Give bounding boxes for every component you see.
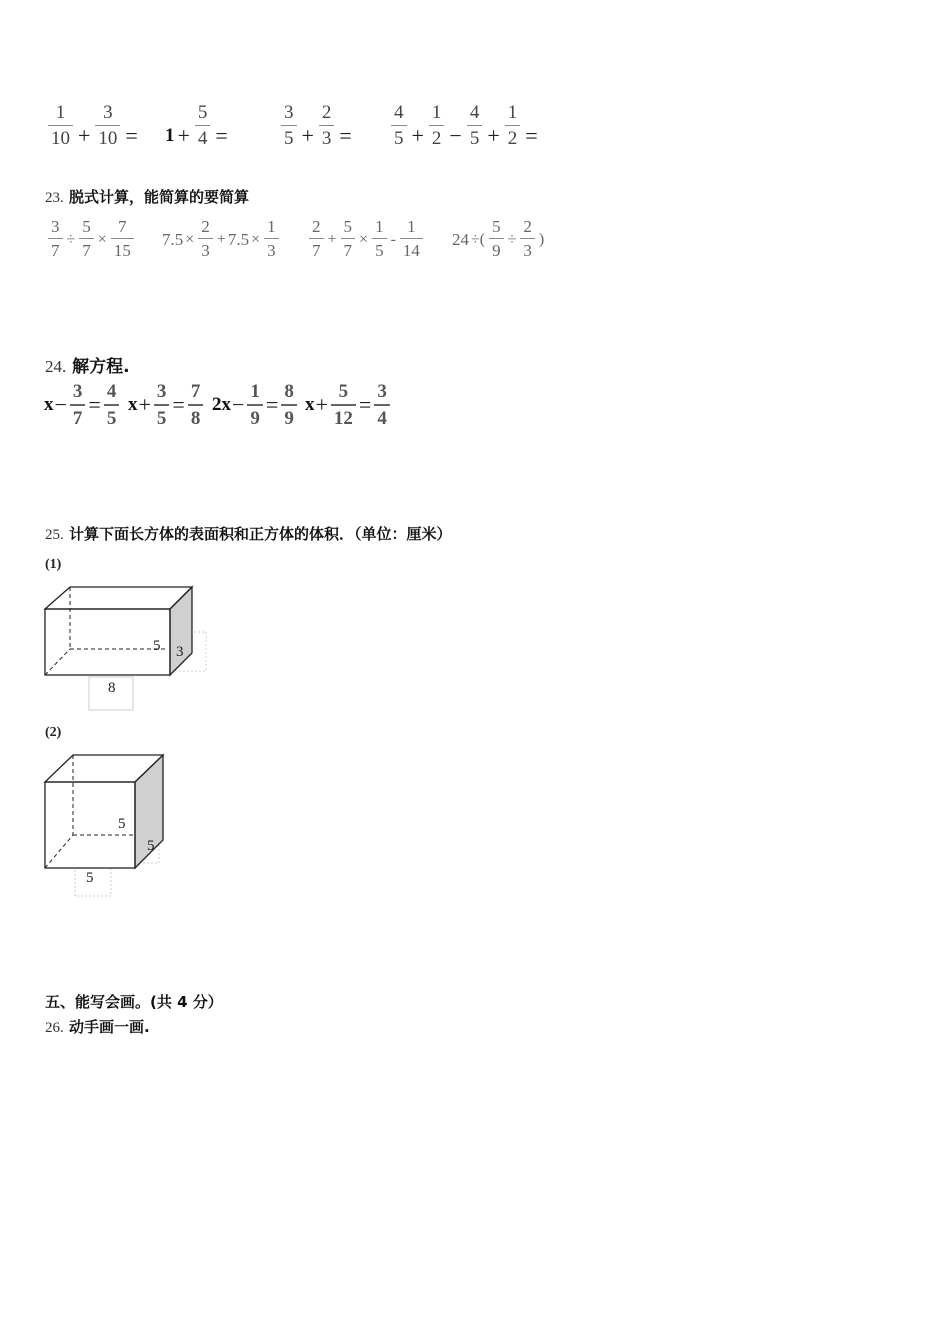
dimension-height: 5 bbox=[118, 816, 126, 832]
figure1-label: (1) bbox=[45, 557, 62, 572]
denominator: 15 bbox=[111, 238, 134, 259]
numerator: 1 bbox=[431, 101, 442, 123]
denominator: 5 bbox=[281, 125, 297, 148]
operator: + bbox=[177, 123, 190, 148]
term: 1 bbox=[165, 125, 175, 146]
question-number: 23. bbox=[45, 190, 64, 206]
operator: + bbox=[315, 392, 328, 417]
operator: ÷( bbox=[471, 230, 486, 248]
numerator: 1 bbox=[507, 101, 518, 123]
denominator: 4 bbox=[195, 125, 211, 148]
term: 2x bbox=[212, 394, 231, 415]
operator: = bbox=[88, 392, 101, 417]
question-title: 解方程. bbox=[72, 357, 130, 377]
denominator: 3 bbox=[520, 238, 535, 259]
operator: × bbox=[359, 230, 369, 248]
denominator: 5 bbox=[467, 125, 483, 148]
q26-heading bbox=[45, 1016, 150, 1037]
numerator: 8 bbox=[284, 381, 294, 402]
denominator: 3 bbox=[264, 238, 279, 259]
cube-2 bbox=[45, 755, 163, 896]
denominator: 8 bbox=[188, 404, 204, 428]
denominator: 9 bbox=[247, 404, 263, 428]
operator: = bbox=[358, 392, 372, 417]
numerator: 5 bbox=[197, 101, 208, 123]
operator: = bbox=[172, 392, 185, 417]
operator: + bbox=[411, 123, 424, 148]
denominator: 7 bbox=[70, 404, 86, 428]
operator: − bbox=[232, 392, 245, 417]
denominator: 7 bbox=[309, 238, 324, 259]
numerator: 3 bbox=[72, 381, 83, 402]
term: x bbox=[44, 394, 54, 415]
denominator: 2 bbox=[505, 125, 521, 148]
operator: - bbox=[390, 230, 396, 248]
numerator: 2 bbox=[321, 101, 332, 123]
term: x bbox=[128, 394, 138, 415]
operator: + bbox=[78, 123, 91, 148]
operator: + bbox=[301, 123, 314, 148]
dimension-height: 5 bbox=[153, 638, 161, 654]
numerator: 1 bbox=[55, 101, 66, 123]
denominator: 14 bbox=[400, 238, 423, 259]
operator: × bbox=[251, 230, 261, 248]
numerator: 1 bbox=[250, 381, 260, 402]
numerator: 3 bbox=[156, 381, 167, 402]
figure2-label: (2) bbox=[45, 725, 62, 740]
numerator: 2 bbox=[312, 217, 321, 236]
numerator: 2 bbox=[523, 217, 532, 236]
term: 7.5 bbox=[162, 229, 184, 249]
operator: + bbox=[327, 230, 337, 248]
term: x bbox=[305, 394, 315, 415]
denominator: 12 bbox=[331, 404, 356, 428]
numerator: 3 bbox=[51, 217, 60, 236]
denominator: 3 bbox=[198, 238, 213, 259]
numerator: 5 bbox=[82, 217, 91, 236]
question-number: 24. bbox=[45, 357, 67, 376]
denominator: 3 bbox=[319, 125, 335, 148]
numerator: 4 bbox=[394, 101, 404, 123]
denominator: 7 bbox=[79, 238, 94, 259]
operator: ÷ bbox=[66, 230, 76, 248]
numerator: 5 bbox=[492, 217, 501, 236]
section5-heading: 五、能写会画。(共 4 分） bbox=[45, 993, 223, 1011]
numerator: 4 bbox=[469, 101, 480, 123]
numerator: 4 bbox=[106, 381, 117, 402]
numerator: 3 bbox=[103, 101, 113, 123]
dimension-length: 5 bbox=[86, 870, 94, 886]
denominator: 9 bbox=[281, 404, 297, 428]
operator: = bbox=[265, 392, 279, 417]
denominator: 4 bbox=[374, 404, 390, 428]
question-title: 计算下面长方体的表面积和正方体的体积．（单位：厘米） bbox=[68, 525, 452, 543]
operator: − bbox=[54, 392, 67, 417]
denominator: 5 bbox=[154, 404, 170, 428]
cuboid-1 bbox=[45, 587, 206, 710]
numerator: 1 bbox=[407, 217, 416, 236]
operator: ÷ bbox=[507, 230, 517, 248]
question-title: 脱式计算，能简算的要简算 bbox=[68, 188, 249, 206]
term: 24 bbox=[452, 229, 469, 249]
numerator: 5 bbox=[338, 381, 349, 402]
operator: = bbox=[215, 123, 228, 148]
denominator: 5 bbox=[104, 404, 120, 428]
numerator: 1 bbox=[267, 217, 276, 236]
operator: + bbox=[138, 392, 151, 417]
operator: × bbox=[185, 230, 195, 248]
denominator: 5 bbox=[391, 125, 407, 148]
denominator: 10 bbox=[48, 125, 73, 148]
denominator: 10 bbox=[95, 125, 120, 148]
question-number: 26. bbox=[45, 1020, 64, 1036]
operator: = bbox=[525, 123, 538, 148]
dimension-width: 5 bbox=[147, 838, 155, 854]
denominator: 7 bbox=[341, 238, 356, 259]
operator: − bbox=[449, 123, 462, 148]
question-number: 25. bbox=[45, 527, 64, 543]
numerator: 3 bbox=[377, 381, 387, 402]
denominator: 9 bbox=[489, 238, 504, 259]
denominator: 5 bbox=[372, 238, 387, 259]
numerator: 2 bbox=[201, 217, 210, 236]
operator: ) bbox=[538, 230, 545, 248]
denominator: 2 bbox=[429, 125, 445, 148]
numerator: 3 bbox=[284, 101, 294, 123]
numerator: 1 bbox=[375, 217, 384, 236]
numerator: 5 bbox=[343, 217, 353, 236]
term: 7.5 bbox=[227, 229, 250, 249]
dimension-length: 8 bbox=[108, 680, 116, 696]
operator: = bbox=[339, 123, 352, 148]
denominator: 7 bbox=[48, 238, 63, 259]
question-title: 动手画一画. bbox=[68, 1018, 150, 1036]
operator: = bbox=[125, 123, 138, 148]
numerator: 7 bbox=[190, 381, 201, 402]
dimension-width: 3 bbox=[176, 644, 184, 660]
operator: + bbox=[216, 230, 226, 248]
operator: + bbox=[487, 123, 500, 148]
numerator: 7 bbox=[118, 217, 127, 236]
operator: × bbox=[97, 230, 107, 248]
